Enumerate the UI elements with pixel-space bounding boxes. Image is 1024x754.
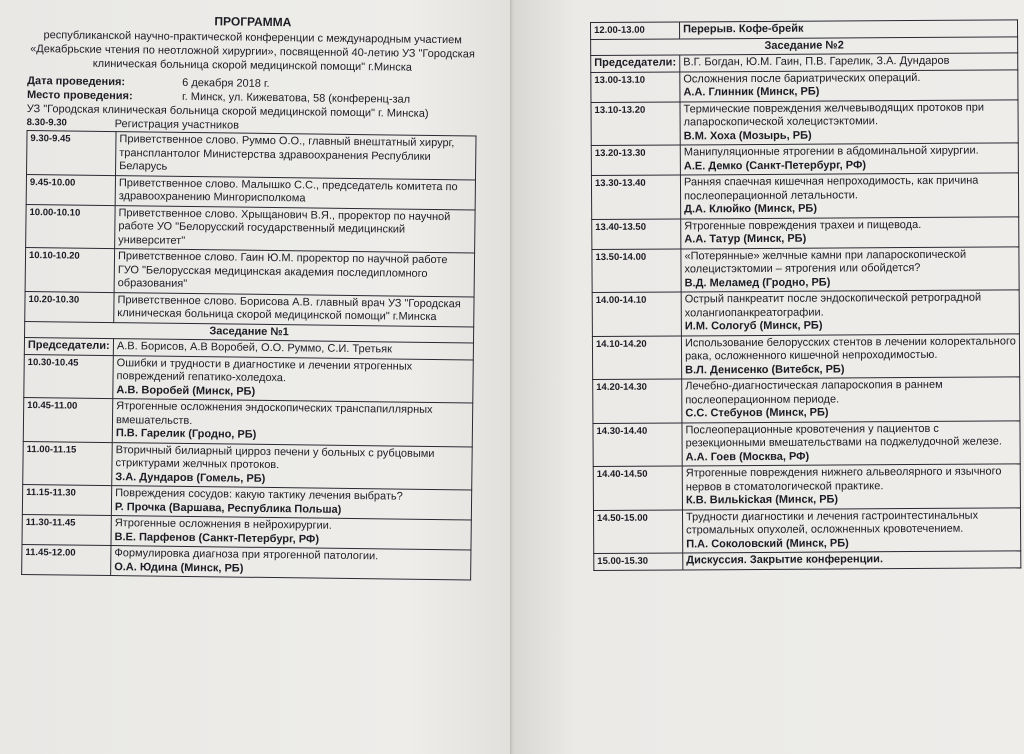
session1-chairs: А.В. Борисов, А.В Воробей, О.О. Руммо, С.И. Третьяк xyxy=(113,339,473,360)
talk-author: Р. Прочка (Варшава, Республика Польша) xyxy=(114,500,342,516)
place-label: Место проведения: xyxy=(26,88,133,103)
row-time: 13.10-13.20 xyxy=(591,101,680,145)
registration-text: Регистрация участников xyxy=(114,118,240,132)
row-time: 11.00-11.15 xyxy=(23,441,113,486)
program-row xyxy=(592,246,1019,292)
talk-title: Ятрогенные повреждения трахеи и пищевода. xyxy=(684,218,922,232)
program-row xyxy=(593,464,1020,510)
row-content xyxy=(681,246,1019,292)
session2-chairs-label: Председатели: xyxy=(591,55,680,72)
program-row xyxy=(592,216,1019,249)
row-time: 9.45-10.00 xyxy=(26,174,115,205)
talk-author: П.В. Гарелик (Гродно, РБ) xyxy=(115,427,257,441)
talk-title: Формулировка диагноза при ятрогенной патологии. xyxy=(114,547,379,563)
talk-title: Ошибки и трудности в диагностике и лечении ятрогенных повреждений гепатико-холедоха. xyxy=(116,356,413,385)
program-row xyxy=(27,130,476,179)
program-row xyxy=(591,99,1018,145)
row-time: 14.20-14.30 xyxy=(593,379,682,423)
row-content xyxy=(680,99,1018,145)
row-content: Приветственное слово. Борисова А.В. главный врач УЗ "Городская клиническая больница скорой медицинской помощи" г.Минска xyxy=(114,292,474,326)
row-content xyxy=(112,399,473,447)
talk-title: Вторичный билиарный цирроз печени у больных с рубцовыми стриктурами желчных протоков. xyxy=(115,443,435,472)
talk-author: П.А. Соколовский (Минск, РБ) xyxy=(686,536,849,550)
talk-title: Ятрогенные осложнения эндоскопических транспапиллярных вмешательств. xyxy=(115,400,433,427)
talk-author: А.А. Глинник (Минск, РБ) xyxy=(683,85,820,99)
row-content xyxy=(111,486,471,520)
row-time: 13.40-13.50 xyxy=(592,218,681,249)
session2-chairs: В.Г. Богдан, Ю.М. Гаин, П.В. Гарелик, З.А. Дундаров xyxy=(680,53,1018,72)
row-content xyxy=(111,546,471,580)
row-content xyxy=(112,442,473,490)
program-row xyxy=(593,420,1020,466)
row-time: 13.20-13.30 xyxy=(591,145,680,176)
session2-table xyxy=(590,19,1021,570)
program-row xyxy=(23,441,472,490)
place-value: г. Минск, ул. Кижеватова, 58 (конференц-зал xyxy=(181,90,411,106)
talk-title: Термические повреждения желчевыводящих протоков при лапароскопической холецистэктомии. xyxy=(683,101,985,129)
row-time: 11.30-11.45 xyxy=(22,514,111,545)
row-time: 10.10-10.20 xyxy=(25,247,115,292)
row-content xyxy=(682,507,1020,553)
place-extra: УЗ "Городская клиническая больница скорой медицинской помощи" г. Минска) xyxy=(26,102,429,120)
talk-title: Осложнения после бариатрических операций. xyxy=(683,71,921,85)
closing-row xyxy=(594,551,1021,570)
talk-author: А.В. Воробей (Минск, РБ) xyxy=(116,383,256,398)
program-row xyxy=(591,173,1018,219)
date-value: 6 декабря 2018 г. xyxy=(182,76,270,90)
talk-title: Послеоперационные кровотечения у пациентов с резекционными вмешательствами на поджелудочной железе. xyxy=(685,422,1002,450)
talk-title: Лечебно-диагностическая лапароскопия в раннем послеоперационном периоде. xyxy=(685,378,943,406)
program-row xyxy=(593,507,1020,553)
talk-author: А.Е. Демко (Санкт-Петербург, РФ) xyxy=(683,158,867,172)
talk-title: Использование белорусских стентов в лечении колоректального рака, осложненного кишечной непроходимостью. xyxy=(684,334,1016,363)
row-time: 14.50-15.00 xyxy=(593,509,682,553)
row-time: 10.30-10.45 xyxy=(24,354,114,399)
talk-author: И.М. Сологуб (Минск, РБ) xyxy=(684,319,823,333)
talk-title: Ятрогенные осложнения в нейрохирургии. xyxy=(114,517,332,532)
row-content xyxy=(680,69,1018,101)
row-time: 11.15-11.30 xyxy=(22,484,111,515)
row-time: 11.45-12.00 xyxy=(22,544,111,575)
session1-chairs-label: Председатели: xyxy=(24,337,113,355)
closing-text: Дискуссия. Закрытие конференции. xyxy=(683,551,1021,570)
program-row xyxy=(593,377,1020,423)
row-time: 14.00-14.10 xyxy=(592,292,681,336)
talk-author: В.Д. Меламед (Гродно, РБ) xyxy=(684,276,831,289)
program-row xyxy=(592,333,1019,379)
talk-author: А.А. Татур (Минск, РБ) xyxy=(684,232,807,246)
session2-title: Заседание №2 xyxy=(591,36,1018,55)
talk-title: Повреждения сосудов: какую тактику лечения выбрать? xyxy=(115,487,403,503)
coffee-text: Перерыв. Кофе-брейк xyxy=(680,20,1018,39)
program-row xyxy=(22,544,471,579)
row-content xyxy=(111,516,471,550)
right-page-content xyxy=(590,19,1021,570)
closing-time: 15.00-15.30 xyxy=(594,553,683,570)
row-content xyxy=(680,173,1018,219)
program-row xyxy=(23,397,472,446)
talk-author: А.А. Гоев (Москва, РФ) xyxy=(685,450,810,463)
talk-author: Д.А. Клюйко (Минск, РБ) xyxy=(684,202,818,216)
talk-title: Ранняя спаечная кишечная непроходимость, как причина послеоперационной летальности. xyxy=(683,174,979,202)
row-time: 14.30-14.40 xyxy=(593,422,682,466)
program-row xyxy=(26,204,475,253)
row-content: Приветственное слово. Хрыщанович В.Я., проректор по научной работе УО "Белорусский государственный медицинский университет" xyxy=(115,205,476,253)
row-content xyxy=(682,377,1020,423)
row-content xyxy=(681,216,1019,248)
row-time: 10.20-10.30 xyxy=(25,291,114,322)
row-time: 14.40-14.50 xyxy=(593,466,682,510)
talk-title: «Потерянные» желчные камни при лапароскопической холецистэктомии – ятрогения или обойдется? xyxy=(684,248,967,276)
row-content: Приветственное слово. Малышко С.С., председатель комитета по здравоохранению Мингорисполкома xyxy=(115,175,475,209)
row-content xyxy=(682,420,1020,466)
registration-time: 8.30-9.30 xyxy=(26,116,67,129)
program-row xyxy=(24,354,473,403)
talk-title: Ятрогенные повреждения нижнего альвеолярного и язычного нервов в стоматологической практике. xyxy=(685,465,1002,493)
talk-title: Манипуляционные ятрогении в абдоминальной хирургии. xyxy=(683,144,979,159)
talk-author: В.Е. Парфенов (Санкт-Петербург, РФ) xyxy=(114,530,320,546)
coffee-time: 12.00-13.00 xyxy=(591,22,680,39)
row-content xyxy=(113,355,474,403)
row-time: 13.00-13.10 xyxy=(591,71,680,102)
program-row xyxy=(592,290,1019,336)
right-page xyxy=(514,0,1024,754)
talk-author: В.Л. Денисенко (Витебск, РБ) xyxy=(685,362,845,376)
program-title: ПРОГРАММА xyxy=(214,14,292,30)
row-content: Приветственное слово. Руммо О.О., главный внештатный хирург, трансплантолог Министерства здравоохранения Республики Беларусь xyxy=(116,132,477,180)
row-time: 9.30-9.45 xyxy=(27,130,117,175)
talk-author: С.С. Стебунов (Минск, РБ) xyxy=(685,406,829,420)
talk-title: Трудности диагностики и лечения гастроинтестинальных стромальных опухолей, осложненных кровотечением. xyxy=(685,509,979,537)
row-content xyxy=(681,333,1019,379)
row-time: 14.10-14.20 xyxy=(592,335,681,379)
left-page-content xyxy=(21,12,478,580)
program-row xyxy=(591,69,1018,102)
row-time: 13.30-13.40 xyxy=(591,175,680,219)
program-subtitle: республиканской научно-практической конференции с международным участием «Декабрьские чтения по неотложной хирургии», посвященной 40-летию УЗ "Городская клиническая больница скорой медицинской помощи" г.Минска xyxy=(30,29,475,74)
row-content xyxy=(680,143,1018,175)
opening-table xyxy=(21,130,476,580)
row-time: 10.00-10.10 xyxy=(26,204,116,249)
row-content: Приветственное слово. Гаин Ю.М. проректор по научной работе ГУО "Белорусская медицинская академия последипломного образования" xyxy=(114,249,475,297)
date-label: Дата проведения: xyxy=(27,74,126,89)
talk-author: О.А. Юдина (Минск, РБ) xyxy=(114,560,244,575)
talk-author: З.А. Дундаров (Гомель, РБ) xyxy=(115,470,266,485)
talk-title: Острый панкреатит после эндоскопической ретроградной холангиопанкреатографии. xyxy=(684,291,982,319)
program-row xyxy=(25,247,474,296)
program-row xyxy=(591,143,1018,176)
talk-author: К.В. Вильkickая (Минск, РБ) xyxy=(685,493,839,507)
row-content xyxy=(681,290,1019,336)
row-content xyxy=(682,464,1020,510)
row-time: 10.45-11.00 xyxy=(23,397,113,442)
row-time: 13.50-14.00 xyxy=(592,248,681,292)
session1-title: Заседание №1 xyxy=(25,321,474,343)
talk-author: В.М. Хоха (Мозырь, РБ) xyxy=(683,129,812,142)
